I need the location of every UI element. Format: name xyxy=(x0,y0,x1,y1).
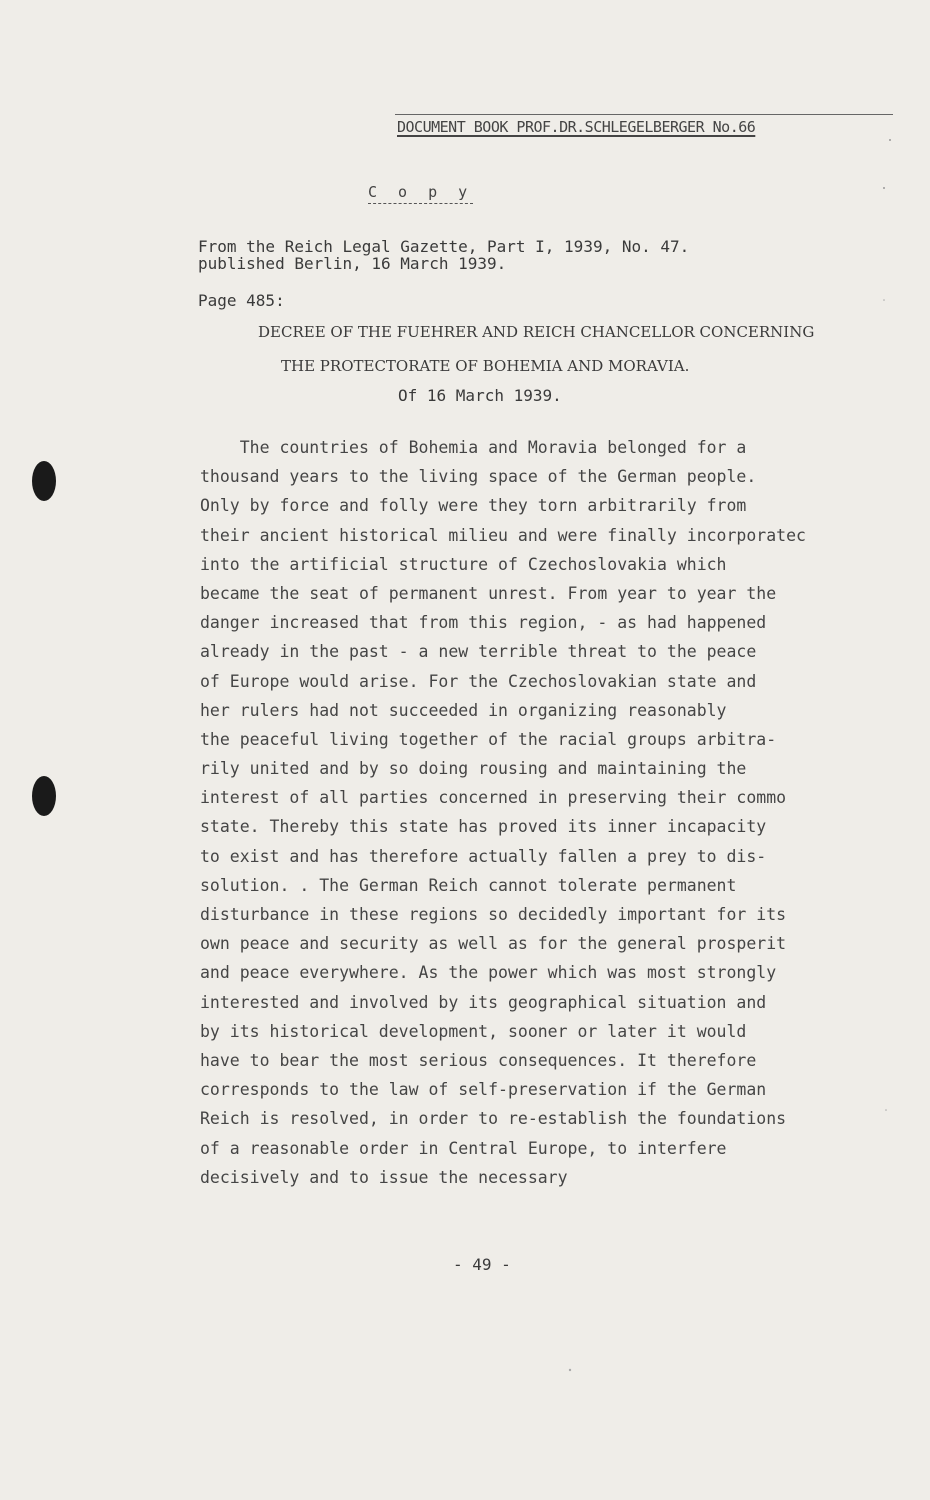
document-book-header: DOCUMENT BOOK PROF.DR.SCHLEGELBERGER No.66 xyxy=(397,118,756,136)
body-line: the peaceful living together of the racial groups arbitra- xyxy=(200,729,777,749)
source-citation xyxy=(198,238,689,272)
body-line: into the artificial structure of Czechoslovakia which xyxy=(200,554,727,574)
decree-title-line-1: DECREE OF THE FUEHRER AND REICH CHANCELLOR CONCERNING xyxy=(258,323,815,341)
punch-hole-bottom xyxy=(32,776,56,816)
body-line: Only by force and folly were they torn arbitrarily from xyxy=(200,496,747,516)
decree-body-text xyxy=(200,433,910,1192)
source-line-1: From the Reich Legal Gazette, Part I, 1939, No. 47. xyxy=(198,237,690,256)
punch-hole-top xyxy=(32,461,56,501)
body-line: Reich is resolved, in order to re-establish the foundations xyxy=(200,1109,787,1129)
source-line-2: published Berlin, 16 March 1939. xyxy=(198,254,507,273)
decree-title-line-2: THE PROTECTORATE OF BOHEMIA AND MORAVIA. xyxy=(281,357,690,375)
body-line: corresponds to the law of self-preservation if the German xyxy=(200,1080,767,1100)
body-line: disturbance in these regions so decidedly important for its xyxy=(200,905,787,924)
body-line: danger increased that from this region, - as had happened xyxy=(200,613,767,633)
body-line: her rulers had not succeeded in organizing reasonably xyxy=(200,700,727,720)
body-line: and peace everywhere. As the power which was most strongly xyxy=(200,963,777,983)
body-line: The countries of Bohemia and Moravia belonged for a xyxy=(200,438,747,457)
body-line: have to bear the most serious consequences. It therefore xyxy=(200,1050,757,1070)
body-line: own peace and security as well as for the general prosperit xyxy=(200,934,787,954)
speck xyxy=(889,139,891,141)
body-line: rily united and by so doing rousing and maintaining the xyxy=(200,759,747,779)
body-line: state. Thereby this state has proved its inner incapacity xyxy=(200,817,767,837)
page-number: - 49 - xyxy=(453,1255,511,1274)
decree-date: Of 16 March 1939. xyxy=(398,386,562,405)
body-line: decisively and to issue the necessary xyxy=(200,1167,568,1187)
page-reference: Page 485: xyxy=(198,291,285,310)
body-line: already in the past - a new terrible threat to the peace xyxy=(200,642,757,662)
copy-label: C o p y xyxy=(368,183,473,204)
header-overline xyxy=(395,114,893,115)
body-line: by its historical development, sooner or later it would xyxy=(200,1021,747,1041)
body-line: their ancient historical milieu and were finally incorporatec xyxy=(200,525,806,545)
speck xyxy=(883,187,885,189)
body-line: interest of all parties concerned in preserving their commo xyxy=(200,788,787,808)
body-line: solution. . The German Reich cannot tolerate permanent xyxy=(200,875,737,895)
body-line: to exist and has therefore actually fallen a prey to dis- xyxy=(200,846,767,866)
body-line: became the seat of permanent unrest. From year to year the xyxy=(200,583,777,603)
body-line: of Europe would arise. For the Czechoslovakian state and xyxy=(200,671,757,691)
speck xyxy=(883,299,885,301)
speck xyxy=(569,1369,571,1371)
body-line: thousand years to the living space of the German people. xyxy=(200,467,757,487)
body-line: interested and involved by its geographical situation and xyxy=(200,992,767,1012)
body-line: of a reasonable order in Central Europe, to interfere xyxy=(200,1138,727,1158)
